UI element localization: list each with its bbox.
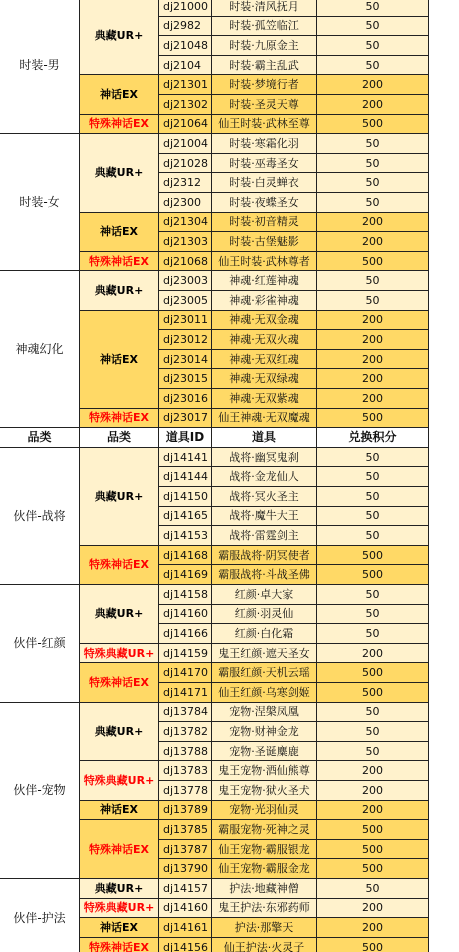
points-cell: 50 bbox=[316, 486, 429, 507]
tier-label: 神话EX bbox=[79, 74, 159, 114]
tier-label: 典藏UR+ bbox=[79, 584, 159, 644]
points-cell: 500 bbox=[316, 937, 429, 952]
item-name-cell: 霸服红颜·天机云瑶 bbox=[211, 662, 317, 683]
item-name-cell: 时装·清风抚月 bbox=[211, 0, 317, 17]
item-id-cell: dj23014 bbox=[158, 349, 212, 370]
item-name-cell: 战将·幽冥鬼刹 bbox=[211, 447, 317, 468]
item-name-cell: 时装·白灵蝉衣 bbox=[211, 172, 317, 193]
item-name-cell: 仙王时装·武林至尊 bbox=[211, 114, 317, 135]
points-cell: 50 bbox=[316, 525, 429, 546]
points-cell: 50 bbox=[316, 16, 429, 37]
item-name-cell: 霸服战将·阴冥使者 bbox=[211, 545, 317, 566]
tier-label: 神话EX bbox=[79, 212, 159, 252]
item-id-cell: dj23016 bbox=[158, 388, 212, 409]
points-cell: 500 bbox=[316, 819, 429, 840]
item-id-cell: dj13783 bbox=[158, 760, 212, 781]
points-cell: 200 bbox=[316, 94, 429, 115]
tier-label: 特殊神话EX bbox=[79, 662, 159, 702]
item-name-cell: 宠物·涅槃凤凰 bbox=[211, 702, 317, 723]
item-id-cell: dj2312 bbox=[158, 172, 212, 193]
item-id-cell: dj21302 bbox=[158, 94, 212, 115]
item-id-cell: dj14160 bbox=[158, 604, 212, 625]
item-name-cell: 仙王红颜·乌寒剑姬 bbox=[211, 682, 317, 703]
item-id-cell: dj14156 bbox=[158, 937, 212, 952]
item-name-cell: 神魂·无双红魂 bbox=[211, 349, 317, 370]
item-name-cell: 鬼王宠物·酒仙熊尊 bbox=[211, 760, 317, 781]
item-id-cell: dj14159 bbox=[158, 643, 212, 664]
tier-label: 特殊典藏UR+ bbox=[79, 760, 159, 800]
tier-label: 典藏UR+ bbox=[79, 878, 159, 899]
points-cell: 200 bbox=[316, 212, 429, 233]
tier-label: 特殊神话EX bbox=[79, 114, 159, 135]
points-cell: 50 bbox=[316, 290, 429, 311]
item-id-cell: dj23015 bbox=[158, 368, 212, 389]
item-name-cell: 战将·雷霆剑主 bbox=[211, 525, 317, 546]
points-cell: 50 bbox=[316, 0, 429, 17]
item-name-cell: 时装·孤笠临江 bbox=[211, 16, 317, 37]
item-name-cell: 战将·金龙仙人 bbox=[211, 466, 317, 487]
tier-label: 特殊神话EX bbox=[79, 408, 159, 429]
points-cell: 200 bbox=[316, 368, 429, 389]
item-id-cell: dj21004 bbox=[158, 133, 212, 154]
tier-label: 特殊神话EX bbox=[79, 251, 159, 272]
item-name-cell: 宠物·财神金龙 bbox=[211, 721, 317, 742]
item-id-cell: dj21028 bbox=[158, 153, 212, 174]
item-name-cell: 霸服战将·斗战圣佛 bbox=[211, 564, 317, 585]
item-id-cell: dj21304 bbox=[158, 212, 212, 233]
item-name-cell: 霸服宠物·死神之灵 bbox=[211, 819, 317, 840]
item-id-cell: dj21048 bbox=[158, 35, 212, 56]
item-id-cell: dj14165 bbox=[158, 506, 212, 527]
points-cell: 50 bbox=[316, 133, 429, 154]
item-id-cell: dj13778 bbox=[158, 780, 212, 801]
item-name-cell: 仙王宠物·霸服金龙 bbox=[211, 858, 317, 879]
tier-label: 典藏UR+ bbox=[79, 0, 159, 75]
points-cell: 200 bbox=[316, 780, 429, 801]
points-cell: 50 bbox=[316, 172, 429, 193]
item-id-cell: dj2982 bbox=[158, 16, 212, 37]
item-id-cell: dj14168 bbox=[158, 545, 212, 566]
points-cell: 200 bbox=[316, 898, 429, 919]
category-label: 伙伴-护法 bbox=[0, 878, 80, 952]
item-name-cell: 红颜·卓大家 bbox=[211, 584, 317, 605]
points-cell: 50 bbox=[316, 741, 429, 762]
tier-label: 神话EX bbox=[79, 800, 159, 821]
item-id-cell: dj2104 bbox=[158, 55, 212, 76]
item-name-cell: 红颜·羽灵仙 bbox=[211, 604, 317, 625]
item-name-cell: 时装·九原金主 bbox=[211, 35, 317, 56]
item-name-cell: 时装·梦境行者 bbox=[211, 74, 317, 95]
points-cell: 200 bbox=[316, 917, 429, 938]
item-name-cell: 神魂·无双火魂 bbox=[211, 329, 317, 350]
tier-label: 特殊典藏UR+ bbox=[79, 898, 159, 919]
item-id-cell: dj21303 bbox=[158, 231, 212, 252]
item-id-cell: dj21301 bbox=[158, 74, 212, 95]
points-cell: 500 bbox=[316, 839, 429, 860]
item-name-cell: 仙王时装·武林尊者 bbox=[211, 251, 317, 272]
item-name-cell: 红颜·白化霜 bbox=[211, 623, 317, 644]
item-id-cell: dj13784 bbox=[158, 702, 212, 723]
item-id-cell: dj14161 bbox=[158, 917, 212, 938]
points-cell: 500 bbox=[316, 545, 429, 566]
category-label: 时装-女 bbox=[0, 133, 80, 271]
points-cell: 500 bbox=[316, 114, 429, 135]
header-category: 品类 bbox=[0, 427, 80, 448]
category-label: 伙伴-红颜 bbox=[0, 584, 80, 703]
item-name-cell: 鬼王宠物·狱火圣犬 bbox=[211, 780, 317, 801]
points-cell: 50 bbox=[316, 623, 429, 644]
item-id-cell: dj14171 bbox=[158, 682, 212, 703]
item-name-cell: 神魂·无双紫魂 bbox=[211, 388, 317, 409]
header-subcategory: 品类 bbox=[79, 427, 159, 448]
points-cell: 50 bbox=[316, 35, 429, 56]
item-name-cell: 鬼王红颜·遮天圣女 bbox=[211, 643, 317, 664]
item-name-cell: 神魂·无双绿魂 bbox=[211, 368, 317, 389]
item-name-cell: 时装·寒霜化羽 bbox=[211, 133, 317, 154]
item-id-cell: dj13790 bbox=[158, 858, 212, 879]
points-cell: 200 bbox=[316, 310, 429, 331]
item-id-cell: dj23012 bbox=[158, 329, 212, 350]
tier-label: 特殊典藏UR+ bbox=[79, 643, 159, 664]
item-id-cell: dj14160 bbox=[158, 898, 212, 919]
points-cell: 50 bbox=[316, 721, 429, 742]
item-id-cell: dj21064 bbox=[158, 114, 212, 135]
item-name-cell: 时装·古堡魅影 bbox=[211, 231, 317, 252]
item-name-cell: 鬼王护法·东邪药师 bbox=[211, 898, 317, 919]
item-name-cell: 护法·那擎天 bbox=[211, 917, 317, 938]
header-item: 道具 bbox=[211, 427, 317, 448]
points-cell: 50 bbox=[316, 702, 429, 723]
tier-label: 典藏UR+ bbox=[79, 702, 159, 762]
item-id-cell: dj13785 bbox=[158, 819, 212, 840]
item-id-cell: dj23017 bbox=[158, 408, 212, 429]
item-name-cell: 时装·夜蝶圣女 bbox=[211, 192, 317, 213]
item-id-cell: dj23011 bbox=[158, 310, 212, 331]
category-label: 伙伴-宠物 bbox=[0, 702, 80, 879]
item-id-cell: dj14158 bbox=[158, 584, 212, 605]
points-cell: 50 bbox=[316, 878, 429, 899]
tier-label: 特殊神话EX bbox=[79, 819, 159, 879]
points-cell: 50 bbox=[316, 270, 429, 291]
points-cell: 200 bbox=[316, 800, 429, 821]
item-id-cell: dj21068 bbox=[158, 251, 212, 272]
item-id-cell: dj23005 bbox=[158, 290, 212, 311]
points-cell: 500 bbox=[316, 564, 429, 585]
tier-label: 典藏UR+ bbox=[79, 270, 159, 310]
header-points: 兑换积分 bbox=[316, 427, 429, 448]
category-label: 时装-男 bbox=[0, 0, 80, 134]
points-cell: 50 bbox=[316, 192, 429, 213]
points-cell: 200 bbox=[316, 329, 429, 350]
points-cell: 50 bbox=[316, 506, 429, 527]
item-name-cell: 时装·圣灵天尊 bbox=[211, 94, 317, 115]
item-name-cell: 神魂·彩雀神魂 bbox=[211, 290, 317, 311]
tier-label: 典藏UR+ bbox=[79, 133, 159, 212]
points-cell: 50 bbox=[316, 55, 429, 76]
category-label: 神魂幻化 bbox=[0, 270, 80, 428]
tier-label: 特殊神话EX bbox=[79, 937, 159, 952]
item-name-cell: 神魂·红莲神魂 bbox=[211, 270, 317, 291]
points-cell: 50 bbox=[316, 447, 429, 468]
item-id-cell: dj13782 bbox=[158, 721, 212, 742]
points-cell: 200 bbox=[316, 760, 429, 781]
item-name-cell: 战将·冥火圣主 bbox=[211, 486, 317, 507]
item-name-cell: 战将·魔牛大王 bbox=[211, 506, 317, 527]
item-id-cell: dj14169 bbox=[158, 564, 212, 585]
points-cell: 200 bbox=[316, 231, 429, 252]
item-id-cell: dj14150 bbox=[158, 486, 212, 507]
item-id-cell: dj14153 bbox=[158, 525, 212, 546]
item-id-cell: dj2300 bbox=[158, 192, 212, 213]
points-cell: 50 bbox=[316, 153, 429, 174]
item-id-cell: dj13788 bbox=[158, 741, 212, 762]
item-id-cell: dj13787 bbox=[158, 839, 212, 860]
tier-label: 神话EX bbox=[79, 917, 159, 938]
points-cell: 200 bbox=[316, 388, 429, 409]
points-cell: 50 bbox=[316, 604, 429, 625]
points-cell: 500 bbox=[316, 408, 429, 429]
points-cell: 200 bbox=[316, 74, 429, 95]
points-cell: 200 bbox=[316, 643, 429, 664]
item-name-cell: 仙王宠物·霸服银龙 bbox=[211, 839, 317, 860]
item-name-cell: 神魂·无双金魂 bbox=[211, 310, 317, 331]
tier-label: 特殊神话EX bbox=[79, 545, 159, 585]
tier-label: 典藏UR+ bbox=[79, 447, 159, 546]
tier-label: 神话EX bbox=[79, 310, 159, 409]
item-id-cell: dj14157 bbox=[158, 878, 212, 899]
item-name-cell: 仙王神魂·无双魔魂 bbox=[211, 408, 317, 429]
item-name-cell: 仙王护法·火灵子 bbox=[211, 937, 317, 952]
item-id-cell: dj14141 bbox=[158, 447, 212, 468]
item-id-cell: dj14144 bbox=[158, 466, 212, 487]
item-id-cell: dj14170 bbox=[158, 662, 212, 683]
item-name-cell: 宠物·圣诞麋鹿 bbox=[211, 741, 317, 762]
item-id-cell: dj21000 bbox=[158, 0, 212, 17]
category-label: 伙伴-战将 bbox=[0, 447, 80, 585]
points-cell: 500 bbox=[316, 251, 429, 272]
item-name-cell: 时装·初音精灵 bbox=[211, 212, 317, 233]
item-name-cell: 时装·霸主乱武 bbox=[211, 55, 317, 76]
item-id-cell: dj23003 bbox=[158, 270, 212, 291]
item-name-cell: 宠物·光羽仙灵 bbox=[211, 800, 317, 821]
item-id-cell: dj14166 bbox=[158, 623, 212, 644]
item-name-cell: 护法·地藏神僧 bbox=[211, 878, 317, 899]
item-id-cell: dj13789 bbox=[158, 800, 212, 821]
points-cell: 50 bbox=[316, 466, 429, 487]
points-cell: 200 bbox=[316, 349, 429, 370]
points-cell: 50 bbox=[316, 584, 429, 605]
points-cell: 500 bbox=[316, 662, 429, 683]
header-item-id: 道具ID bbox=[158, 427, 212, 448]
points-cell: 500 bbox=[316, 858, 429, 879]
item-name-cell: 时装·巫毒圣女 bbox=[211, 153, 317, 174]
points-cell: 500 bbox=[316, 682, 429, 703]
